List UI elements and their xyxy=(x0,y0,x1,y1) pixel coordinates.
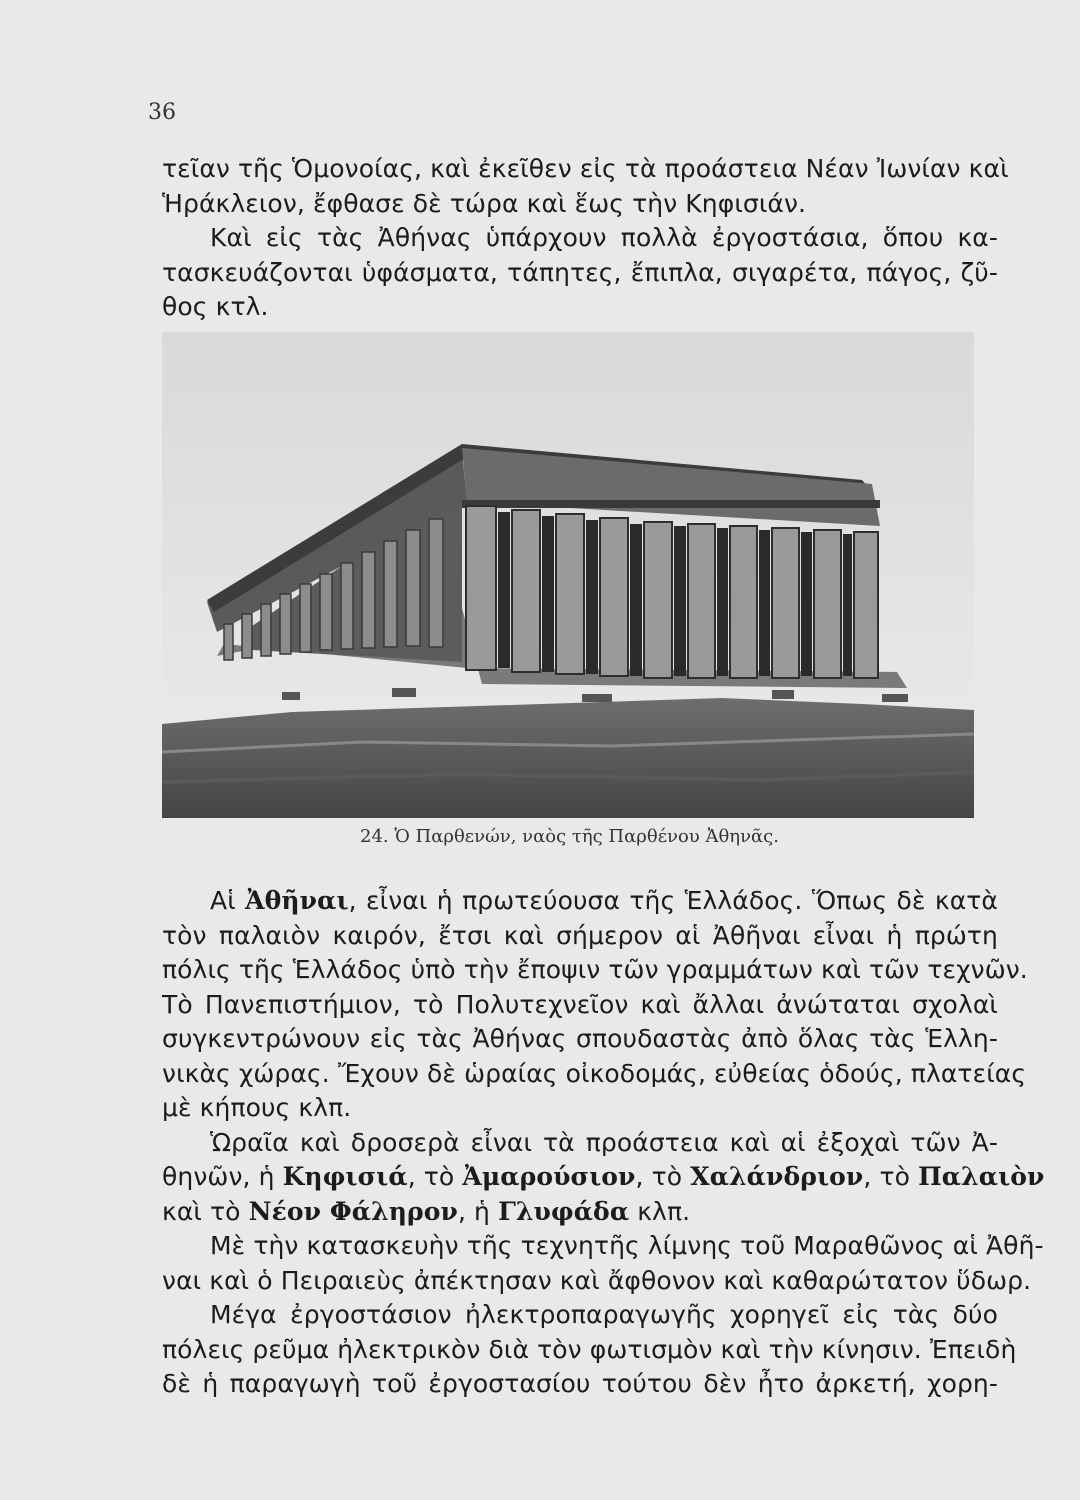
text-line: Καὶ εἰς τὰς Ἀθήνας ὑπάρχουν πολλὰ ἐργοστάσια, ὅπου κα- xyxy=(210,223,998,252)
text-line: Αἱ Ἀθῆναι, εἶναι ἡ πρωτεύουσα τῆς Ἑλλάδος. Ὅπως δὲ κατὰ xyxy=(210,886,999,915)
text-line: Μέγα ἐργοστάσιον ἠλεκτροπαραγωγῆς χορηγεῖ εἰς τὰς δύο xyxy=(210,1300,998,1329)
text-line: Ἡράκλειον, ἔφθασε δὲ τώρα καὶ ἕως τὴν Κηφισιάν. xyxy=(162,188,807,218)
parthenon-photo xyxy=(162,332,974,818)
text-line: ναι καὶ ὁ Πειραιεὺς ἀπέκτησαν καὶ ἄφθονον καὶ καθαρώτατον ὕδωρ. xyxy=(162,1265,1032,1295)
top-text xyxy=(162,152,1009,325)
text-line: πόλις τῆς Ἑλλάδος ὑπὸ τὴν ἔποψιν τῶν γραμμάτων καὶ τῶν τεχνῶν. xyxy=(162,955,1028,984)
text-line: δὲ ἡ παραγωγὴ τοῦ ἐργοστασίου τούτου δὲν ἦτο ἀρκετή, χορη- xyxy=(162,1369,998,1398)
text-line: Τὸ Πανεπιστήμιον, τὸ Πολυτεχνεῖον καὶ ἄλλαι ἀνώταται σχολαὶ xyxy=(162,989,998,1019)
athens-bold: Ἀθῆναι xyxy=(245,886,349,915)
amarousion-bold: Ἀμαρούσιον xyxy=(462,1162,636,1191)
text-line: θος κτλ. xyxy=(162,292,269,321)
neon-faliron-bold: Νέον Φάληρον xyxy=(248,1196,458,1226)
palaion-bold: Παλαιὸν xyxy=(918,1162,1045,1191)
text-line: συγκεντρώνουν εἰς τὰς Ἀθήνας σπουδαστὰς ἀπὸ ὅλας τὰς Ἑλλη- xyxy=(162,1024,998,1053)
text-line: πόλεις ρεῦμα ἠλεκτρικὸν διὰ τὸν φωτισμὸν καὶ τὴν κίνησιν. Ἐπειδὴ xyxy=(162,1334,1017,1364)
text-line: μὲ κήπους κλπ. xyxy=(162,1093,352,1122)
text-line: τασκευάζονται ὑφάσματα, τάπητες, ἔπιπλα, σιγαρέτα, πάγος, ζῦ- xyxy=(162,257,998,287)
text-line: καὶ τὸ Νέον Φάληρον, ἡ Γλυφάδα κλπ. xyxy=(162,1196,691,1226)
page-number: 36 xyxy=(148,100,176,125)
figure-caption: 24. Ὁ Παρθενών, ναὸς τῆς Παρθένου Ἀθηνᾶς. xyxy=(360,826,779,847)
glyfada-bold: Γλυφάδα xyxy=(498,1196,630,1226)
text-line: θηνῶν, ἡ Κηφισιά, τὸ Ἀμαρούσιον, τὸ Χαλάνδριον, τὸ Παλαιὸν xyxy=(162,1162,1045,1191)
text-line: Ὡραῖα καὶ δροσερὰ εἶναι τὰ προάστεια καὶ αἱ ἐξοχαὶ τῶν Ἀ- xyxy=(210,1127,998,1157)
text-line: νικὰς χώρας. Ἔχουν δὲ ὡραίας οἰκοδομάς, εὐθείας ὁδούς, πλατείας xyxy=(162,1058,1027,1088)
text-line: τεῖαν τῆς Ὁμονοίας, καὶ ἐκεῖθεν εἰς τὰ προάστεια Νέαν Ἰωνίαν καὶ xyxy=(162,154,1009,183)
main-text xyxy=(162,884,1045,1402)
text-line: τὸν παλαιὸν καιρόν, ἔτσι καὶ σήμερον αἱ Ἀθῆναι εἶναι ἡ πρώτη xyxy=(162,920,998,950)
text-line: Μὲ τὴν κατασκευὴν τῆς τεχνητῆς λίμνης τοῦ Μαραθῶνος αἱ Ἀθῆ- xyxy=(210,1231,1044,1260)
chalandrion-bold: Χαλάνδριον xyxy=(690,1162,864,1191)
kifisia-bold: Κηφισιά xyxy=(282,1162,408,1191)
